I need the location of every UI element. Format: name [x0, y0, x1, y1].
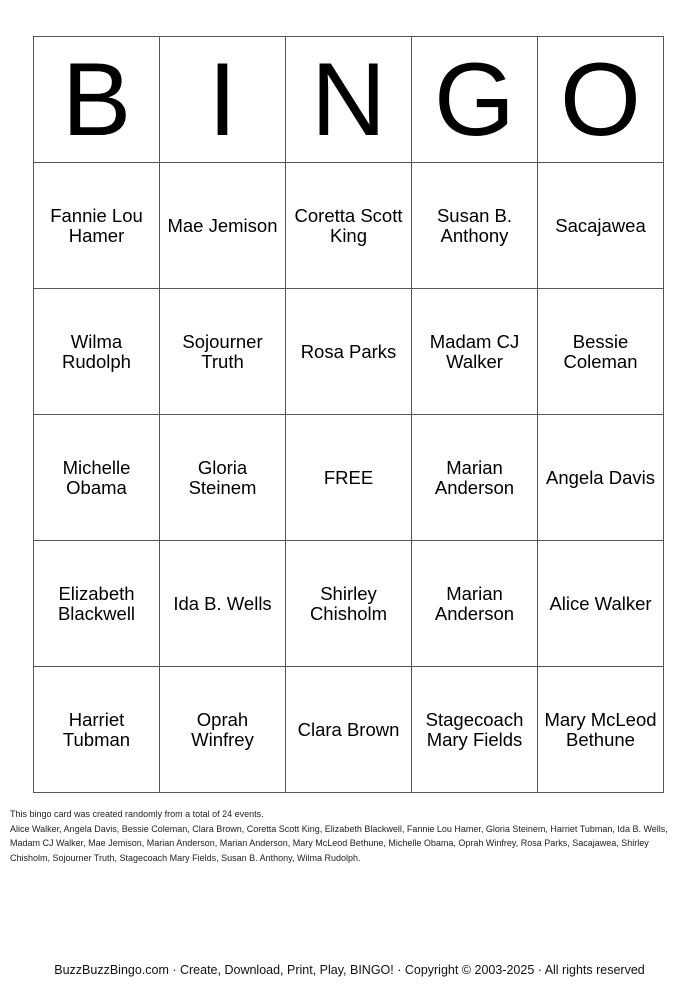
bingo-cell: Stagecoach Mary Fields: [412, 667, 538, 793]
bingo-cell: Shirley Chisholm: [286, 541, 412, 667]
bingo-cell: Clara Brown: [286, 667, 412, 793]
card-row: [34, 667, 664, 793]
card-row: [34, 541, 664, 667]
footer: BuzzBuzzBingo.com · Create, Download, Print, Play, BINGO! · Copyright © 2003-2025 · All rights reserved: [54, 963, 645, 977]
bingo-cell: Rosa Parks: [286, 289, 412, 415]
bingo-cell: Mae Jemison: [160, 163, 286, 289]
bingo-cell: Wilma Rudolph: [34, 289, 160, 415]
header-letter: I: [160, 37, 286, 163]
bingo-cell: Sacajawea: [538, 163, 664, 289]
bingo-cell: Coretta Scott King: [286, 163, 412, 289]
events-list: Alice Walker, Angela Davis, Bessie Coleman, Clara Brown, Coretta Scott King, Elizabeth Blackwell, Fannie Lou Hamer, Gloria Steinem, Harriet Tubman, Ida B. Wells, Madam CJ Walker, Mae Jemison, Marian Anderson, Marian Anderson, Mary McLeod Bethune, Michelle Obama, Oprah Winfrey, Rosa Parks, Sacajawea, Shirley Chisholm, Sojourner Truth, Stagecoach Mary Fields, Susan B. Anthony, Wilma Rudolph.: [10, 823, 668, 863]
bingo-cell: Marian Anderson: [412, 415, 538, 541]
bingo-cell: Michelle Obama: [34, 415, 160, 541]
header-letter: N: [286, 37, 412, 163]
header-row: [34, 37, 664, 163]
bingo-cell: Elizabeth Blackwell: [34, 541, 160, 667]
bingo-cell: Alice Walker: [538, 541, 664, 667]
bingo-cell: Marian Anderson: [412, 541, 538, 667]
card-note: [10, 807, 690, 865]
card-summary: This bingo card was created randomly from a total of 24 events.: [10, 809, 264, 819]
bingo-cell: Oprah Winfrey: [160, 667, 286, 793]
bingo-cell: Madam CJ Walker: [412, 289, 538, 415]
free-space: FREE: [286, 415, 412, 541]
bingo-cell: Gloria Steinem: [160, 415, 286, 541]
card-row: [34, 415, 664, 541]
bingo-cell: Fannie Lou Hamer: [34, 163, 160, 289]
header-letter: G: [412, 37, 538, 163]
card-row: [34, 289, 664, 415]
bingo-cell: Harriet Tubman: [34, 667, 160, 793]
bingo-cell: Mary McLeod Bethune: [538, 667, 664, 793]
header-letter: B: [34, 37, 160, 163]
bingo-cell: Angela Davis: [538, 415, 664, 541]
bingo-cell: Sojourner Truth: [160, 289, 286, 415]
card-row: [34, 163, 664, 289]
header-letter: O: [538, 37, 664, 163]
bingo-cell: Bessie Coleman: [538, 289, 664, 415]
bingo-card: [33, 36, 664, 793]
bingo-cell: Susan B. Anthony: [412, 163, 538, 289]
bingo-cell: Ida B. Wells: [160, 541, 286, 667]
